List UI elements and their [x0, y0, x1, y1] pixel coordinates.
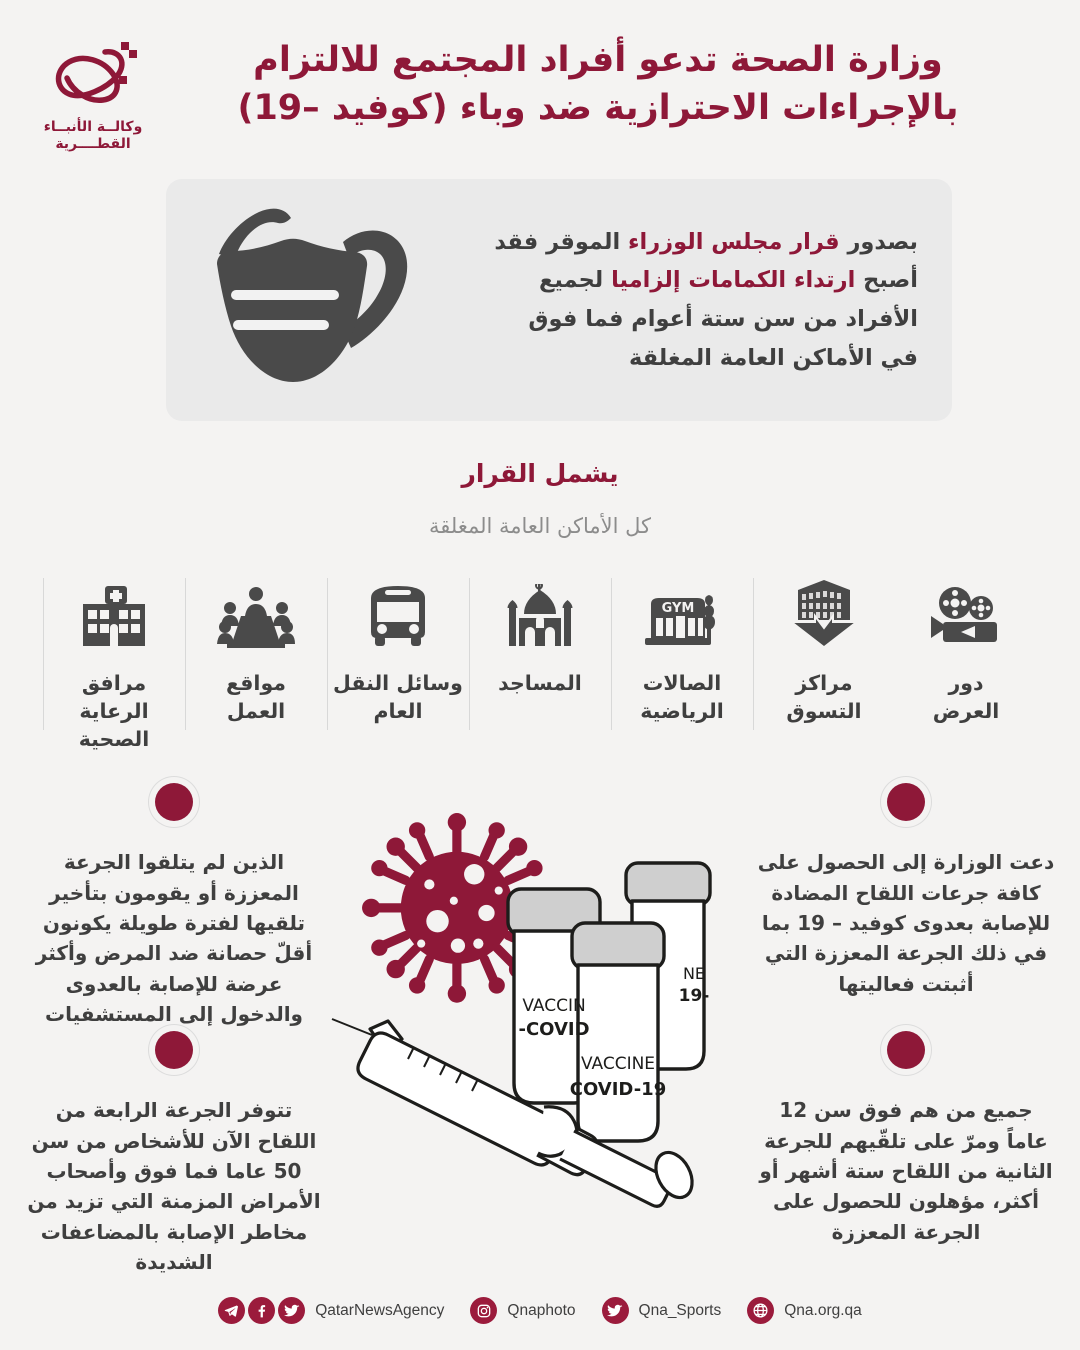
place-label-line: التسوق — [786, 698, 862, 723]
place-label — [899, 670, 1033, 725]
mask-text-line-3 — [440, 300, 918, 339]
twitter-icon[interactable] — [278, 1297, 305, 1324]
qna-logo-text-line-1: وكالــة الأنبــاء — [43, 119, 143, 135]
bullet-dot-icon — [887, 783, 925, 821]
qna-logo-text-line-2: القطــــرية — [55, 136, 131, 153]
section-subheading: كل الأماكن العامة المغلقة — [429, 514, 651, 539]
svg-text:GYM: GYM — [661, 601, 695, 617]
social-handle-label: Qnaphoto — [507, 1301, 576, 1319]
place-label — [473, 670, 607, 698]
vial-label-vaccine-front: VACCINE — [580, 1054, 656, 1075]
mask-text-highlight: ارتداء الكمامات إلزاميا — [611, 267, 856, 294]
social-handle-label: QatarNewsAgency — [315, 1301, 445, 1319]
mask-mandate-text — [424, 223, 918, 378]
place-label-line: مواقع — [226, 671, 286, 696]
social-handle-label: Qna_Sports — [638, 1301, 722, 1319]
place-label — [189, 670, 323, 725]
qna-logo-icon — [47, 36, 139, 116]
social-footer — [0, 1297, 1080, 1324]
social-handle-label: Qna.org.qa — [784, 1301, 862, 1319]
place-label-line: مرافق الرعاية — [79, 671, 149, 723]
hospital-icon — [47, 572, 181, 648]
gym-building-icon — [615, 572, 749, 648]
place-cell-hospital — [43, 572, 185, 753]
bullet-dot-icon — [155, 1031, 193, 1069]
bullet-dot-icon — [155, 783, 193, 821]
social-group-qnaphoto[interactable] — [470, 1297, 575, 1324]
place-cell-film-projector — [895, 572, 1037, 725]
bullets-section — [0, 783, 1080, 1275]
bullet-left-bottom — [24, 1031, 324, 1277]
meeting-people-icon — [189, 572, 323, 648]
place-label-line: وسائل النقل — [333, 671, 463, 696]
qna-logo — [34, 28, 152, 153]
face-mask-icon — [194, 202, 424, 398]
bullet-left-top-text: الذين لم يتلقوا الجرعة المعززة أو يقومون بتأخير تلقيها لفترة طويلة يكونون أقلّ حصانة ضد المرض وأكثر عرضة للإصابة بالعدوى والدخول إلى المستشفيات — [35, 850, 313, 1027]
place-label — [757, 670, 891, 725]
place-label-line: الصالات — [642, 671, 722, 696]
mask-text-plain: الموقر فقد — [494, 228, 629, 255]
places-icon-row — [0, 572, 1080, 753]
vaccine-vials-syringe-illustration — [330, 801, 750, 1231]
place-label — [47, 670, 181, 753]
mask-mandate-card — [166, 179, 952, 421]
place-cell-meeting-people — [185, 572, 327, 725]
mask-text-line-1 — [440, 223, 918, 262]
place-label-line: الرياضية — [640, 698, 724, 723]
mosque-icon — [473, 572, 607, 648]
qna-logo-text — [34, 119, 152, 153]
place-cell-bus — [327, 572, 469, 725]
bullet-right-top-text: دعت الوزارة إلى الحصول على كافة جرعات اللقاح المضادة للإصابة بعدوى كوفيد – 19 بما في ذلك الجرعة المعززة التي أثبتت فعاليتها — [757, 850, 1055, 996]
title-line-2: بالإجراءات الاحترازية ضد وباء (كوفيد –19) — [237, 88, 959, 129]
twitter-icon[interactable] — [602, 1297, 629, 1324]
title-line-1: وزارة الصحة تدعو أفراد المجتمع للالتزام — [253, 40, 943, 80]
mask-text-plain: بصدور — [839, 228, 918, 255]
instagram-icon[interactable] — [470, 1297, 497, 1324]
mall-building-icon — [757, 572, 891, 648]
mask-text-plain: في الأماكن العامة المغلقة — [628, 344, 918, 371]
place-label-line: العمل — [226, 698, 286, 723]
telegram-icon[interactable] — [218, 1297, 245, 1324]
mask-text-line-4 — [440, 339, 918, 378]
page-title — [152, 28, 1054, 133]
film-projector-icon — [899, 572, 1033, 648]
place-label-line: المساجد — [498, 671, 582, 696]
place-label-line: مراكز — [795, 671, 853, 696]
social-group-qna_sports[interactable] — [602, 1297, 722, 1324]
mask-text-highlight: قرار مجلس الوزراء — [628, 228, 840, 255]
vial-label-vaccine-back: NE — [682, 964, 706, 984]
section-heading: يشمل القرار — [461, 459, 619, 489]
bus-icon — [331, 572, 465, 648]
bullet-right-bottom — [756, 1031, 1056, 1247]
place-cell-mall-building — [753, 572, 895, 725]
bullet-left-bottom-text: تتوفر الجرعة الرابعة من اللقاح الآن للأشخاص من سن 50 عاما فما فوق وأصحاب الأمراض المزمنة التي تزيد من مخاطر الإصابة بالمضاعفات الشديدة — [27, 1098, 321, 1275]
place-label — [331, 670, 465, 725]
bullet-right-top — [756, 783, 1056, 999]
place-label-line: دور — [948, 671, 984, 696]
mask-text-plain: أصبح — [855, 267, 918, 294]
mask-text-plain: الأفراد من سن ستة أعوام فما فوق — [528, 306, 918, 333]
globe-icon[interactable] — [747, 1297, 774, 1324]
facebook-icon[interactable] — [248, 1297, 275, 1324]
vial-label-vaccine-left: VACCIN — [522, 996, 586, 1017]
bullet-left-top — [24, 783, 324, 1029]
vial-label-covid-back: -19 — [678, 986, 710, 1007]
place-cell-gym-building — [611, 572, 753, 725]
header — [0, 0, 1080, 153]
bullet-dot-icon — [887, 1031, 925, 1069]
place-label-line: العام — [373, 698, 423, 723]
bullet-right-bottom-text: جميع من هم فوق سن 12 عاماً ومرّ على تلقّيهم للجرعة الثانية من اللقاح ستة أشهر أو أكثر، مؤهلون للحصول على الجرعة المعززة — [759, 1098, 1053, 1244]
mask-text-line-2 — [440, 261, 918, 300]
place-cell-mosque — [469, 572, 611, 698]
social-group-qna.org.qa[interactable] — [747, 1297, 862, 1324]
social-group-qatarnewsagency[interactable] — [218, 1297, 444, 1324]
place-label — [615, 670, 749, 725]
place-label-line: العرض — [932, 698, 1000, 723]
mask-text-plain: لجميع — [538, 267, 612, 294]
place-label-line: الصحية — [78, 726, 150, 751]
vial-label-covid-left: COVID- — [518, 1019, 590, 1041]
vial-label-covid-front: COVID-19 — [569, 1079, 667, 1101]
